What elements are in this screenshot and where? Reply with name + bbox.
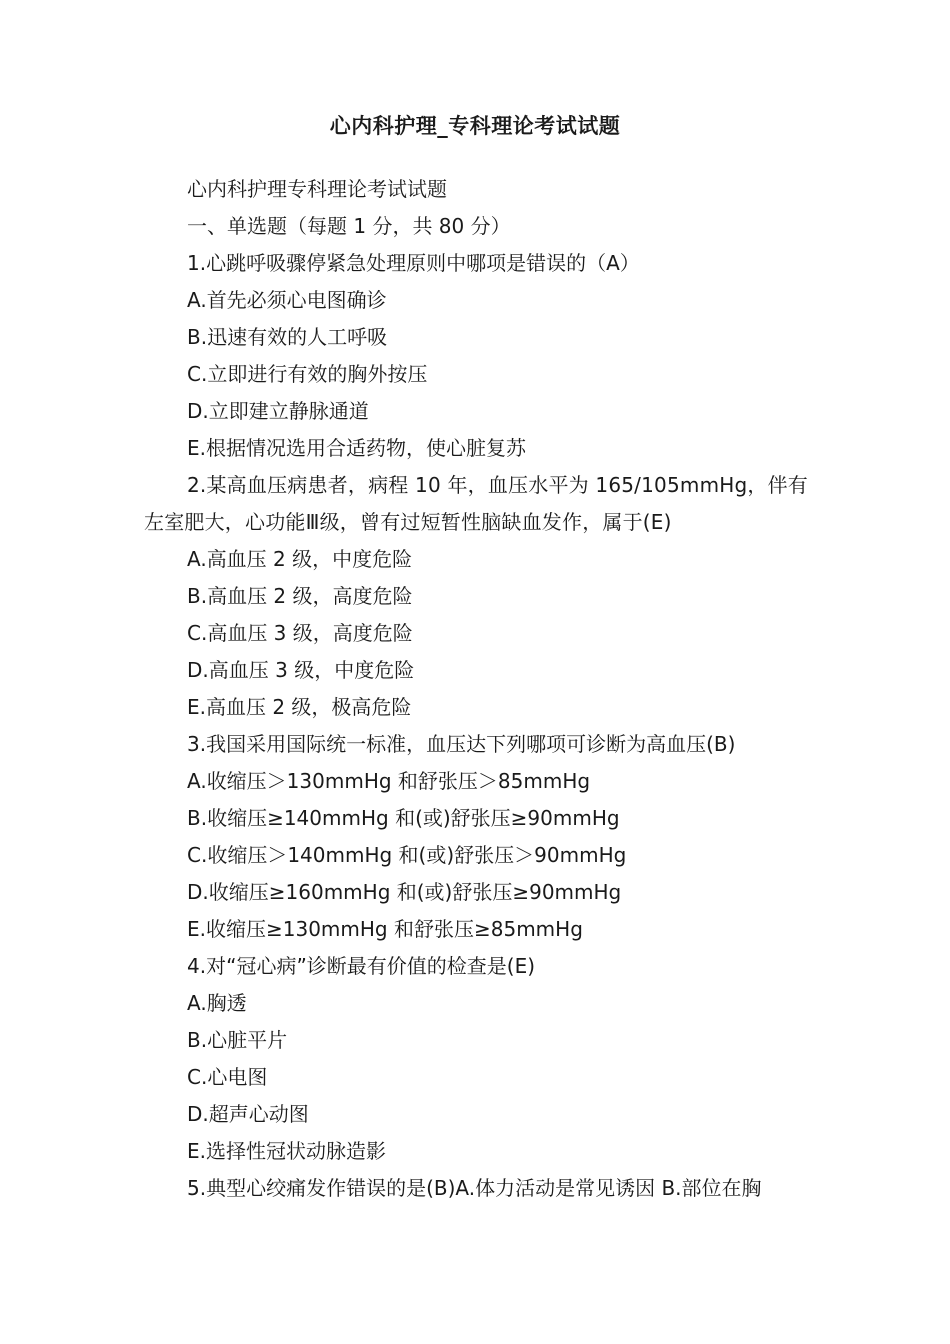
question-2: 2.某高血压病患者，病程 10 年，血压水平为 165/105mmHg，伴有左室肥大，心功能Ⅲ级，曾有过短暂性脑缺血发作，属于(E): [144, 473, 808, 534]
document-body: [144, 171, 814, 1207]
question-4-option-a: A.胸透: [187, 991, 247, 1015]
question-2-option-d: D.高血压 3 级，中度危险: [187, 658, 415, 682]
question-1-option-d: D.立即建立静脉通道: [187, 399, 369, 423]
question-5: 5.典型心绞痛发作错误的是(B)A.体力活动是常见诱因 B.部位在胸: [187, 1176, 762, 1200]
question-2-option-a: A.高血压 2 级，中度危险: [187, 547, 413, 571]
question-2-option-e: E.高血压 2 级，极高危险: [187, 695, 412, 719]
question-4-option-e: E.选择性冠状动脉造影: [187, 1139, 386, 1163]
question-1-option-e: E.根据情况选用合适药物，使心脏复苏: [187, 436, 526, 460]
question-3-option-a: A.收缩压＞130mmHg 和舒张压＞85mmHg: [187, 769, 591, 793]
question-3-option-e: E.收缩压≥130mmHg 和舒张压≥85mmHg: [187, 917, 583, 941]
question-3-option-b: B.收缩压≥140mmHg 和(或)舒张压≥90mmHg: [187, 806, 620, 830]
question-4: 4.对“冠心病”诊断最有价值的检查是(E): [187, 954, 536, 978]
question-2-option-c: C.高血压 3 级，高度危险: [187, 621, 413, 645]
question-1: 1.心跳呼吸骤停紧急处理原则中哪项是错误的（A）: [187, 251, 640, 275]
question-1-option-c: C.立即进行有效的胸外按压: [187, 362, 428, 386]
question-3-option-d: D.收缩压≥160mmHg 和(或)舒张压≥90mmHg: [187, 880, 622, 904]
question-1-option-b: B.迅速有效的人工呼吸: [187, 325, 388, 349]
question-1-option-a: A.首先必须心电图确诊: [187, 288, 387, 312]
subtitle-line: 心内科护理专科理论考试试题: [187, 177, 447, 201]
question-3: 3.我国采用国际统一标准，血压达下列哪项可诊断为高血压(B): [187, 732, 736, 756]
question-4-option-d: D.超声心动图: [187, 1102, 309, 1126]
question-2-option-b: B.高血压 2 级，高度危险: [187, 584, 413, 608]
question-3-option-c: C.收缩压＞140mmHg 和(或)舒张压＞90mmHg: [187, 843, 627, 867]
document-title: 心内科护理_专科理论考试试题: [329, 114, 621, 138]
section-heading: 一、单选题（每题 1 分，共 80 分）: [187, 214, 511, 238]
question-4-option-b: B.心脏平片: [187, 1028, 288, 1052]
question-4-option-c: C.心电图: [187, 1065, 268, 1089]
